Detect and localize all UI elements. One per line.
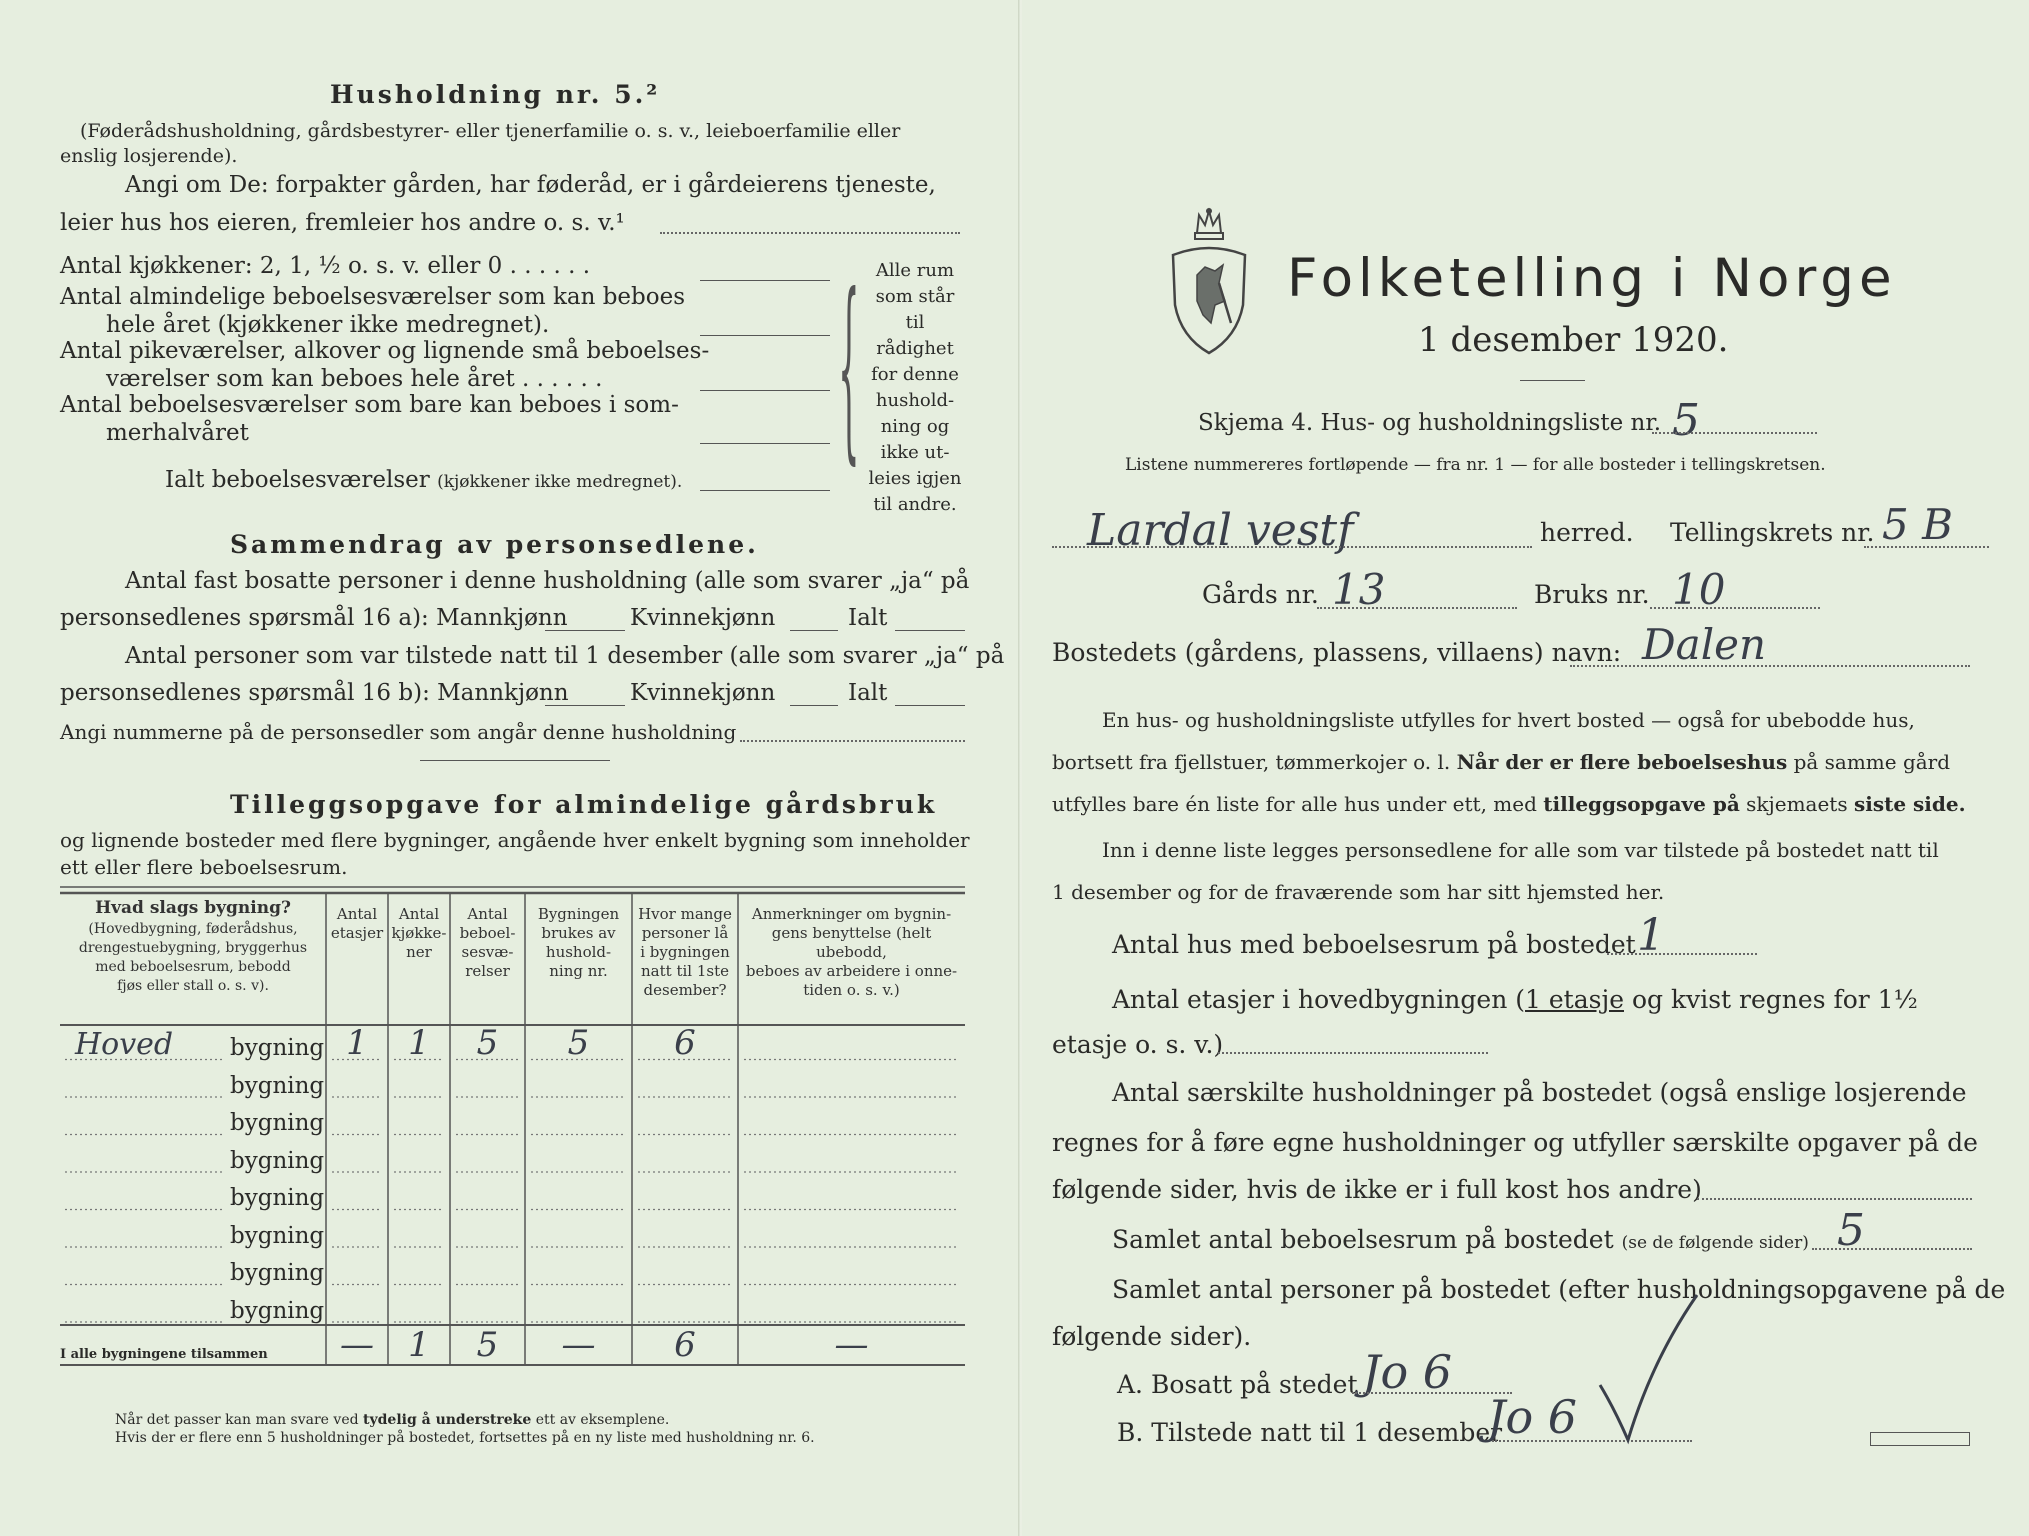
- footnote-1c: ett av eksemplene.: [535, 1412, 670, 1428]
- q-etasjer-1c: og kvist regnes for 1½: [1631, 985, 1918, 1014]
- total-cell-kjokken: 1: [408, 1325, 430, 1365]
- printer-stamp: [1870, 1432, 1970, 1446]
- right-page: [1022, 0, 2029, 1536]
- tellingskrets-label: Tellingskrets nr.: [1670, 518, 1875, 547]
- angi-line-2: leier hus hos eieren, fremleier hos andre o. s. v.¹: [60, 210, 625, 236]
- q-sarsk-1: Antal særskilte husholdninger på bostedet (også enslige losjerende: [1112, 1078, 1967, 1107]
- rooms-kitchens: Antal kjøkkener: 2, 1, ½ o. s. v. eller 0 . . . . . .: [60, 253, 591, 279]
- q-pers-1: Samlet antal personer på bostedet (efter husholdningsopgavene på de: [1112, 1275, 2006, 1304]
- answer-a-value: Jo 6: [1362, 1345, 1453, 1399]
- rooms-summer-2: merhalvåret: [106, 420, 249, 446]
- table-column-header: Antal beboel- sesvæ- relser: [459, 905, 516, 980]
- footnote-1b: tydelig å understreke: [363, 1412, 532, 1428]
- summary-p2-line1: Antal personer som var tilstede natt til 1 desember (alle som svarer „ja“ på: [125, 643, 1005, 669]
- row-building-label: bygning: [230, 1297, 325, 1324]
- summary-p2-kvinne: Kvinnekjønn: [630, 680, 776, 706]
- side-note-line: hushold-: [875, 390, 955, 411]
- row-building-label: bygning: [230, 1222, 325, 1249]
- title-rule: [1520, 380, 1585, 381]
- q-hus-label: Antal hus med beboelsesrum på bostedet: [1112, 930, 1636, 959]
- q-hus-value: 1: [1637, 910, 1665, 961]
- q-etasjer-1a: Antal etasjer i hovedbygningen (: [1112, 985, 1526, 1014]
- side-note-line: ikke ut-: [880, 442, 950, 463]
- q-etasjer-1: [1112, 985, 1918, 1014]
- herred-value: Lardal vestf: [1087, 505, 1354, 556]
- supplement-text-1: og lignende bosteder med flere bygninger, angående hver enkelt bygning som inneholder: [60, 828, 970, 852]
- table-header-line: (Hovedbygning, føderådshus,: [88, 921, 298, 937]
- side-note-line: leies igjen: [868, 468, 962, 489]
- herred-line: [1052, 546, 1532, 548]
- row-cell-husholdning: 5: [567, 1023, 590, 1063]
- bruks-line: [1650, 607, 1820, 609]
- table-column-header: Antal etasjer: [330, 905, 384, 942]
- form-date: 1 desember 1920.: [1418, 320, 1729, 360]
- rooms-maid-2: værelser som kan beboes hele året . . . . . .: [106, 366, 603, 392]
- table-column-header: Bygningen brukes av hushold- ning nr.: [537, 905, 620, 980]
- q-rum-line: [1812, 1248, 1972, 1250]
- brace-glyph: {: [838, 255, 860, 487]
- table-header-line: drengestuebygning, bryggerhus: [78, 940, 308, 956]
- rooms-summer-1: Antal beboelsesværelser som bare kan beboes i som-: [60, 392, 679, 418]
- footnote-2: Hvis der er flere enn 5 husholdninger på bostedet, fortsettes på en ny liste med husholdning nr. 6.: [115, 1430, 815, 1446]
- table-header-line: med beboelsesrum, bebodd: [95, 959, 291, 975]
- household-note: (Føderådshusholdning, gårdsbestyrer- eller tjenerfamilie o. s. v., leieboerfamilie eller: [80, 120, 901, 142]
- q-rum-value: 5: [1837, 1205, 1865, 1256]
- supplement-text-2: ett eller flere beboelsesrum.: [60, 855, 348, 879]
- bosted-value: Dalen: [1642, 620, 1767, 669]
- q-rum-label: Samlet antal beboelsesrum på bostedet: [1112, 1225, 1614, 1254]
- total-cell-personer: 6: [674, 1325, 696, 1365]
- q-rum: [1112, 1225, 1809, 1254]
- table-header-line: fjøs eller stall o. s. v).: [117, 978, 269, 994]
- summary-p1-kvinne: Kvinnekjønn: [630, 605, 776, 631]
- table-column-header: Antal kjøkke- ner: [391, 905, 447, 961]
- q-etasjer-1b: 1 etasje: [1525, 985, 1624, 1014]
- form-title: Folketelling i Norge: [1287, 248, 1897, 309]
- q-pers-2: følgende sider).: [1052, 1322, 1252, 1351]
- rooms-ordinary-1: Antal almindelige beboelsesværelser som kan beboes: [60, 284, 686, 310]
- summary-p1-ialt: Ialt: [848, 605, 888, 631]
- rooms-total-label: Ialt beboelsesværelser: [165, 467, 430, 493]
- row-cell-rum: 5: [476, 1023, 499, 1063]
- side-note-line: rådighet: [876, 338, 954, 359]
- answer-a-label: A. Bosatt på stedet: [1117, 1370, 1358, 1399]
- table-column-header: [62, 897, 324, 996]
- footnote-1: [115, 1412, 669, 1428]
- rooms-maid-1: Antal pikeværelser, alkover og lignende små beboelses-: [60, 338, 710, 364]
- instr-3c: skjemaets: [1746, 792, 1848, 816]
- row-cell-personer: 6: [674, 1023, 696, 1063]
- row-building-label: bygning: [230, 1072, 325, 1099]
- total-cell-etasjer: —: [340, 1325, 374, 1365]
- rooms-ordinary-2: hele året (kjøkkener ikke medregnet).: [106, 312, 550, 338]
- q-rum-note: (se de følgende sider): [1621, 1233, 1809, 1253]
- schema-nr: 5: [1672, 395, 1700, 446]
- herred-label: herred.: [1540, 518, 1634, 547]
- summary-p2-ialt: Ialt: [848, 680, 888, 706]
- gards-line: [1317, 607, 1517, 609]
- schema-nr-line: [1652, 432, 1817, 434]
- total-cell-husholdning: —: [561, 1325, 596, 1365]
- instr-2a: bortsett fra fjellstuer, tømmerkojer o. l.: [1052, 750, 1451, 774]
- instr-2b: Når der er flere beboelseshus: [1456, 750, 1788, 774]
- instr-3b: tilleggsopgave på: [1543, 792, 1740, 816]
- instr-3: [1052, 792, 1966, 816]
- answer-b-value: Jo 6: [1487, 1390, 1578, 1444]
- table-header-line: Hvad slags bygning?: [95, 898, 291, 918]
- gards-label: Gårds nr.: [1202, 580, 1319, 609]
- row-building-label: bygning: [230, 1147, 325, 1174]
- tellingskrets-value: 5 B: [1882, 500, 1953, 549]
- instr-3d: siste side.: [1853, 792, 1966, 816]
- summary-p2-mann: personsedlenes spørsmål 16 b): Mannkjønn: [60, 680, 569, 706]
- instr-1: En hus- og husholdningsliste utfylles for hvert bosted — også for ubebodde hus,: [1102, 708, 1915, 732]
- coat-of-arms-icon: [1167, 205, 1252, 355]
- row-building-type: Hoved: [75, 1027, 174, 1062]
- footnote-1a: Når det passer kan man svare ved: [115, 1412, 359, 1428]
- angi-line-1: Angi om De: forpakter gården, har føderåd, er i gårdeierens tjeneste,: [125, 172, 936, 198]
- total-cell-anm: —: [834, 1325, 869, 1365]
- household-title: Husholdning nr. 5.²: [330, 80, 661, 109]
- gards-value: 13: [1332, 565, 1386, 614]
- summary-p3: Angi nummerne på de personsedler som angår denne husholdning: [60, 720, 737, 744]
- schema-label: Skjema 4. Hus- og husholdningsliste nr.: [1198, 410, 1662, 436]
- row-building-label: bygning: [230, 1035, 325, 1061]
- summary-title: Sammendrag av personsedlene.: [230, 530, 759, 559]
- supplement-title: Tilleggsopgave for almindelige gårdsbruk: [230, 790, 938, 819]
- row-building-label: bygning: [230, 1110, 325, 1136]
- instr-5: 1 desember og for de fraværende som har sitt hjemsted her.: [1052, 880, 1665, 904]
- q-etasjer-2: etasje o. s. v.): [1052, 1030, 1224, 1059]
- side-note-line: til andre.: [873, 494, 957, 515]
- instr-4: Inn i denne liste legges personsedlene for alle som var tilstede på bostedet natt til: [1102, 838, 1939, 862]
- household-note-2: enslig losjerende).: [60, 145, 238, 167]
- instr-3a: utfylles bare én liste for alle hus under ett, med: [1052, 792, 1537, 816]
- summary-p1-mann: personsedlenes spørsmål 16 a): Mannkjønn: [60, 605, 568, 631]
- q-sarsk-line: [1697, 1198, 1972, 1200]
- check-mark-icon: [1592, 1290, 1702, 1445]
- tellingskrets-line: [1864, 546, 1989, 548]
- side-note-line: for denne: [871, 364, 959, 385]
- row-cell-kjokken: 1: [408, 1023, 430, 1063]
- rooms-total-note: (kjøkkener ikke medregnet).: [437, 472, 683, 492]
- row-building-label: bygning: [230, 1260, 325, 1286]
- row-cell-etasjer: 1: [346, 1023, 368, 1063]
- bosted-line: [1570, 665, 1970, 667]
- instr-2: [1052, 750, 1950, 774]
- side-note-line: Alle rum: [875, 260, 955, 281]
- bruks-label: Bruks nr.: [1534, 580, 1650, 609]
- summary-p1-line1: Antal fast bosatte personer i denne husholdning (alle som svarer „ja“ på: [125, 568, 970, 594]
- bruks-value: 10: [1672, 565, 1726, 614]
- q-sarsk-3: følgende sider, hvis de ikke er i full kost hos andre): [1052, 1175, 1702, 1204]
- numbering-note: Listene nummereres fortløpende — fra nr. 1 — for alle bosteder i tellingskretsen.: [1125, 455, 1826, 475]
- total-cell-rum: 5: [476, 1325, 499, 1365]
- side-note-line: ning og: [880, 416, 950, 437]
- totals-label: I alle bygningene tilsammen: [60, 1347, 268, 1362]
- table-column-header: Hvor mange personer lå i bygningen natt til 1ste desember?: [638, 905, 732, 999]
- instr-2c: på samme gård: [1793, 750, 1951, 774]
- side-note-line: som står til: [875, 286, 955, 333]
- answer-b-label: B. Tilstede natt til 1 desember: [1117, 1418, 1503, 1447]
- q-etasjer-line: [1218, 1052, 1488, 1054]
- row-building-label: bygning: [230, 1185, 325, 1211]
- q-sarsk-2: regnes for å føre egne husholdninger og utfyller særskilte opgaver på de: [1052, 1128, 1978, 1157]
- table-column-header: Anmerkninger om bygnin- gens benyttelse (helt ubebodd, beboes av arbeidere i onne- tiden o. s. v.): [745, 905, 958, 999]
- bosted-label: Bostedets (gårdens, plassens, villaens) navn:: [1052, 638, 1622, 667]
- q-hus-line: [1607, 953, 1757, 955]
